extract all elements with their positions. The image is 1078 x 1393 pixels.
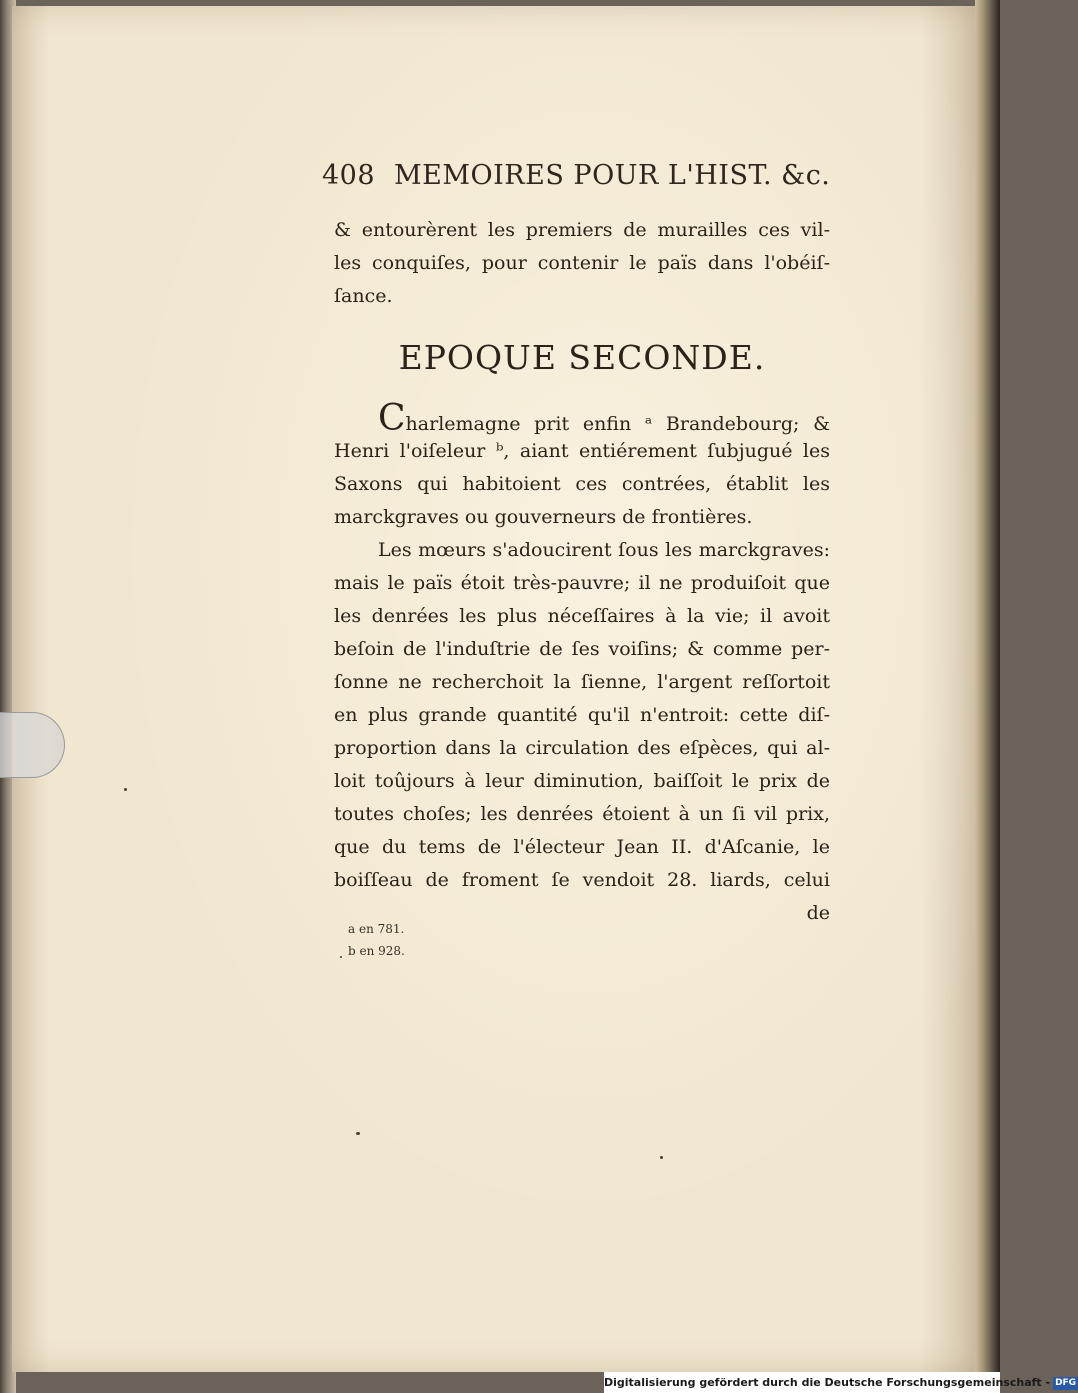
text-line: mais le païs étoit très-pauvre; il ne produiſoit que: [334, 572, 830, 594]
footnote: a en 781.: [348, 922, 405, 936]
digitization-credit-bar: [604, 1372, 1077, 1393]
text-line: & entourèrent les premiers de murailles ces vil-: [334, 219, 830, 241]
text-line: les conquiſes, pour contenir le païs dans l'obéiſ-: [334, 252, 830, 274]
running-head: [322, 160, 842, 198]
running-title: MEMOIRES POUR L'HIST. &c.: [394, 160, 831, 191]
body-text: [334, 398, 830, 930]
paper-speck: [660, 1156, 663, 1159]
text-line-content: harlemagne prit enfin ᵃ Brandebourg; &: [405, 413, 830, 435]
text-line: beſoin de l'induſtrie de ſes voiſins; & comme per-: [334, 638, 830, 660]
text-line: [334, 398, 830, 439]
text-line: marckgraves ou gouverneurs de frontières.: [334, 506, 753, 528]
text-line: les denrées les plus néceſſaires à la vie; il avoit: [334, 605, 830, 627]
dfg-logo: DFG: [1055, 1377, 1077, 1388]
text-line: en plus grande quantité qu'il n'entroit: cette diſ-: [334, 704, 830, 726]
text-line: que du tems de l'électeur Jean II. d'Aſcanie, le: [334, 836, 830, 858]
paper-speck: [340, 956, 342, 958]
text-line: Saxons qui habitoient ces contrées, établit les: [334, 473, 830, 495]
paper-speck: [356, 1132, 360, 1135]
catchword: de: [806, 902, 830, 924]
footnote: b en 928.: [348, 944, 405, 958]
footnotes: [348, 918, 405, 962]
text-line: ſonne ne recherchoit la ſienne, l'argent reſſortoit: [334, 671, 830, 693]
page-stack-edge: [975, 0, 1000, 1393]
digitization-credit-text: Digitalisierung gefördert durch die Deutsche Forschungsgemeinschaft -: [604, 1376, 1051, 1389]
section-title: EPOQUE SECONDE.: [398, 338, 766, 377]
text-line: Les mœurs s'adoucirent ſous les marckgraves:: [378, 539, 830, 561]
drop-capital: C: [378, 398, 406, 439]
text-line: boiſſeau de froment ſe vendoit 28. liards, celui: [334, 869, 830, 891]
intro-text: [334, 214, 830, 313]
text-line: loit toûjours à leur diminution, baiſſoit le prix de: [334, 770, 830, 792]
page-tab-marker: [0, 712, 65, 778]
text-line: ſance.: [334, 285, 393, 307]
text-line: proportion dans la circulation des eſpèces, qui al-: [334, 737, 830, 759]
page-number: 408: [322, 160, 376, 191]
text-line: Henri l'oiſeleur ᵇ, aiant entiérement ſubjugué les: [334, 440, 830, 462]
paper-speck: [124, 788, 127, 791]
text-line: toutes choſes; les denrées étoient à un ſi vil prix,: [334, 803, 830, 825]
